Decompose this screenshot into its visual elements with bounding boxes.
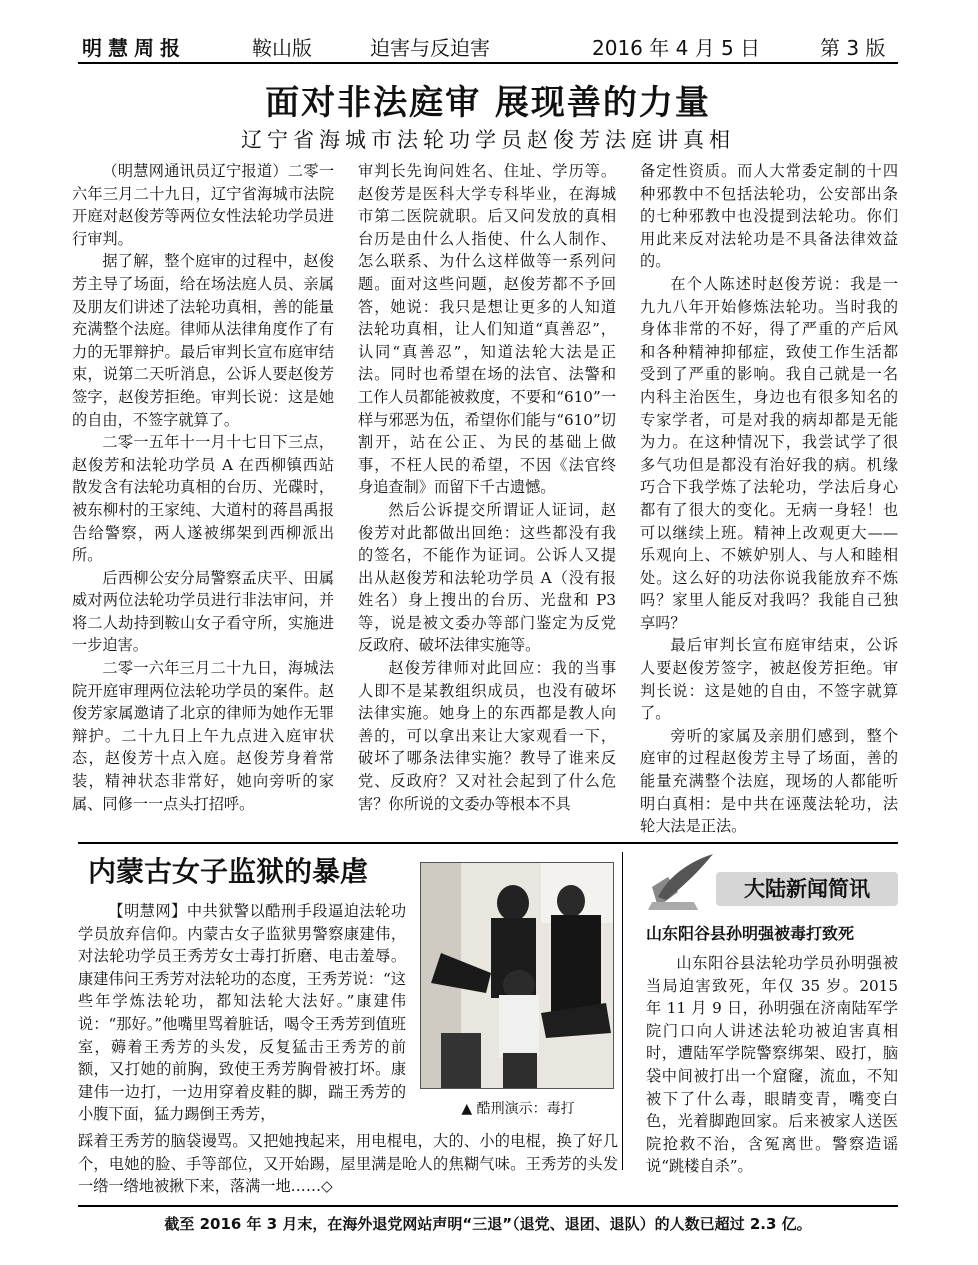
article-column-1	[72, 160, 334, 815]
column-divider	[622, 852, 623, 1170]
page-number: 第 3 版	[820, 36, 886, 60]
article-column-3	[640, 160, 898, 838]
issue-date: 2016 年 4 月 5 日	[592, 36, 761, 60]
paragraph: 最后审判长宣布庭审结束，公诉人要赵俊芳签字，被赵俊芳拒绝。审判长说：这是她的自由，不签字就算了。	[640, 636, 898, 723]
section-label: 迫害与反迫害	[370, 36, 490, 60]
paragraph: 然后公诉提交所谓证人证词，赵俊芳对此都做出回绝：这些都没有我的签名，不能作为证词。公诉人又提出从赵俊芳和法轮功学员 A（没有报姓名）身上搜出的台历、光盘和 P3 等，说是被文委办等部门鉴定为反党反政府、破坏法律实施等。	[358, 500, 616, 655]
news-brief-body	[646, 952, 898, 1178]
paragraph: 旁听的家属及亲朋们感到，整个庭审的过程赵俊芳主导了场面，善的能量充满整个法庭，现场的人都能听明白真相：是中共在诬蔑法轮功，法轮大法是正法。	[640, 726, 898, 836]
paragraph: 在个人陈述时赵俊芳说：我是一九九八年开始修炼法轮功。当时我的身体非常的不好，得了严重的产后风和各种精神抑郁症，致使工作生活都受到了严重的影响。我自己就是一名内科主治医生，身边也有很多知名的专家学者，可是对我的病却都是无能为力。在这种情况下，我尝试学了很多气功但是都没有治好我的病。机缘巧合下我学炼了法轮功，学法后身心都有了很大的变化。无病一身轻！也可以继续上班。精神上改观更大——乐观向上、不嫉妒别人、与人和睦相处。这么好的功法你说我能放弃不炼吗？家里人能反对我吗？我能自己独享吗？	[640, 274, 898, 632]
quill-pen-icon	[638, 852, 718, 914]
header-rule	[78, 62, 898, 64]
paragraph: 【明慧网】中共狱警以酷刑手段逼迫法轮功学员放弃信仰。内蒙古女子监狱男警察康建伟，对法轮功学员王秀芳女士毒打折磨、电击羞辱。康建伟问王秀芳对法轮功的态度，王秀芳说：“这些年学炼法轮功，都知法轮大法好。”康建伟说：“那好。”他嘴里骂着脏话，喝令王秀芳到值班室，薅着王秀芳的头发，反复猛击王秀芳的前额，又打她的前胸，致使王秀芳胸骨被打坏。康建伟一边打，一边用穿着皮鞋的脚，踹王秀芳的小腹下面，猛力踢倒王秀芳，	[78, 902, 406, 1124]
second-article-body	[78, 900, 406, 1126]
footer-notice: 截至 2016 年 3 月末，在海外退党网站声明“三退”（退党、退团、退队）的人数已超过 2.3 亿。	[164, 1215, 812, 1233]
section-divider	[78, 842, 898, 844]
paragraph: 赵俊芳律师对此回应：我的当事人即不是某教组织成员，也没有破坏法律实施。她身上的东西都是教人向善的，可以拿出来让大家观看一下，破坏了哪条法律实施？教导了谁来反党、反政府？又对社会起到了什么危害？你所说的文委办等根本不具	[358, 659, 616, 813]
news-brief-title: 山东阳谷县孙明强被毒打致死	[646, 924, 855, 943]
news-brief-tag: 大陆新闻简讯	[716, 872, 898, 906]
photo-caption: ▲ 酷刑演示：毒打	[461, 1101, 575, 1117]
page-header	[78, 30, 898, 60]
paragraph: 后西柳公安分局警察孟庆平、田属威对两位法轮功学员进行非法审问，并将二人劫持到鞍山女子看守所，实施进一步迫害。	[72, 568, 334, 655]
paragraph: 备定性资质。而人大常委定制的十四种邪教中不包括法轮功，公安部出条的七种邪教中也没提到法轮功。你们用此来反对法轮功是不具备法律效益的。	[640, 162, 898, 271]
masthead: 明慧周报	[82, 36, 186, 60]
torture-reenactment-photo	[420, 862, 614, 1089]
paragraph: 山东阳谷县法轮功学员孙明强被当局迫害致死，年仅 35 岁。2015 年 11 月 9 日，孙明强在济南陆军学院门口向人讲述法轮功被迫害真相时，遭陆军学院警察绑架、殴打，脑袋中间被打出一个窟窿，流血，不知被下了什么毒，眼睛变青，嘴变白色，光着脚跑回家。后来被家人送医院抢救不治，含冤离世。警察造谣说“跳楼自杀”。	[646, 954, 898, 1176]
second-headline: 内蒙古女子监狱的暴虐	[88, 855, 369, 888]
paragraph: 踩着王秀芳的脑袋谩骂。又把她拽起来，用电棍电，大的、小的电棍，换了好几个，电她的脸、手等部位，又开始踢，屋里满是呛人的焦糊气味。王秀芳的头发一绺一绺地被揪下来，落满一地……◇	[78, 1132, 618, 1196]
main-headline: 面对非法庭审 展现善的力量	[265, 83, 711, 123]
article-column-2	[358, 160, 616, 815]
paragraph: 二零一五年十一月十七日下三点，赵俊芳和法轮功学员 A 在西柳镇西站散发含有法轮功真相的台历、光碟时，被东柳村的王家纯、大道村的蒋昌禹报告给警察，两人遂被绑架到西柳派出所。	[72, 433, 334, 565]
paragraph: 据了解，整个庭审的过程中，赵俊芳主导了场面，给在场法庭人员、亲属及朋友们讲述了法轮功真相，善的能量充满整个法庭。律师从法律角度作了有力的无罪辩护。最后审判长宣布庭审结束，说第二天听消息，公诉人要赵俊芳签字，赵俊芳拒绝。审判长说：这是她的自由，不签字就算了。	[72, 252, 334, 429]
main-subheadline: 辽宁省海城市法轮功学员赵俊芳法庭讲真相	[241, 128, 735, 152]
paragraph: 二零一六年三月二十九日，海城法院开庭审理两位法轮功学员的案件。赵俊芳家属邀请了北京的律师为她作无罪辩护。二十九日上午九点进入庭审状态，赵俊芳十点入庭。赵俊芳身着常装，精神状态非常好，她向旁听的家属、同修一一点头打招呼。	[72, 659, 334, 813]
paragraph: （明慧网通讯员辽宁报道）二零一六年三月二十九日，辽宁省海城市法院开庭对赵俊芳等两位女性法轮功学员进行审判。	[72, 162, 334, 248]
paragraph: 审判长先询问姓名、住址、学历等。赵俊芳是医科大学专科毕业，在海城市第二医院就职。后又问发放的真相台历是由什么人指使、什么人制作、怎么联系、为什么这样做等一系列问题。面对这些问题，赵俊芳都不予回答，她说：我只是想让更多的人知道法轮功真相，让人们知道“真善忍”，认同“真善忍”，知道法轮大法是正法。同时也希望在场的法官、法警和工作人员都能被救度，不要和“610”一样与邪恶为伍，希望你们能与“610”切割开，站在公正、为民的基础上做事，不枉人民的希望，不因《法官终身追查制》而留下千古遗憾。	[358, 162, 616, 497]
edition-label: 鞍山版	[252, 36, 312, 60]
second-article-continuation	[78, 1130, 618, 1198]
footer-rule	[78, 1205, 898, 1207]
